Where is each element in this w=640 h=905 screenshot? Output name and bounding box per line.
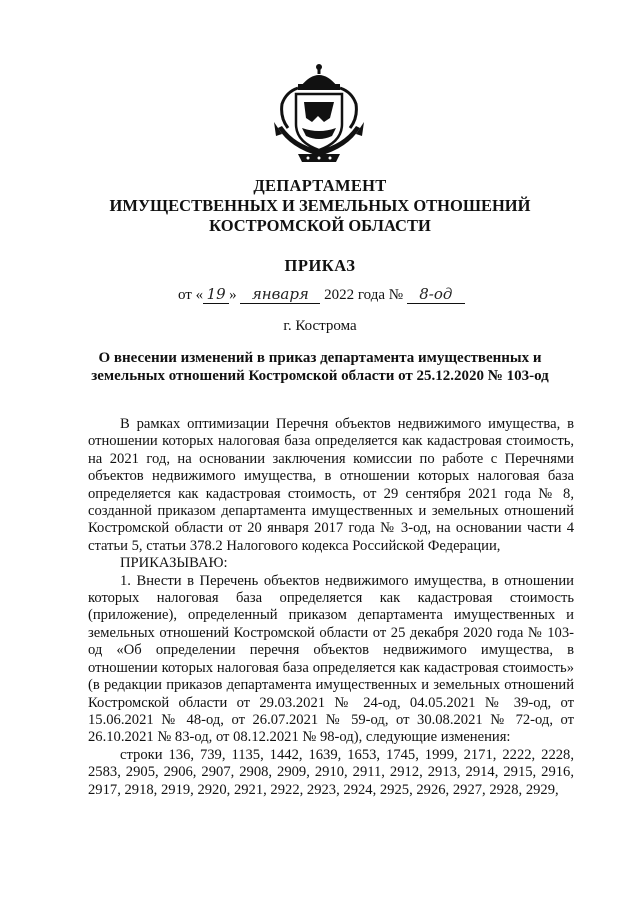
order-month-handwritten: января — [240, 286, 320, 304]
order-year-text: 2022 года № — [324, 287, 404, 303]
subject-line-1: О внесении изменений в приказ департамента имущественных и — [98, 350, 542, 366]
order-number-handwritten: 8-од — [407, 286, 465, 304]
rows-list-paragraph: строки 136, 739, 1135, 1442, 1639, 1653, 1745, 1999, 2171, 2222, 2228, 2583, 2905, 2906, 2907, 2908, 2909, 2910, 2911, 2912, 2913, 2914, 2915, 2916, 2917, 2918, 2919, 2920, 2921, 2922, 2923, 2924, 2925, 2926, 2927, 2928, 2929, — [88, 746, 574, 798]
order-date-line — [178, 286, 465, 304]
order-body — [88, 416, 574, 799]
department-subtitle: ИМУЩЕСТВЕННЫХ И ЗЕМЕЛЬНЫХ ОТНОШЕНИЙ — [109, 196, 531, 215]
department-title: ДЕПАРТАМЕНТ — [253, 176, 387, 195]
date-prefix: от « — [178, 287, 204, 303]
preamble-paragraph: В рамках оптимизации Перечня объектов недвижимого имущества, в отношении которых налоговая база определяется как кадастровая стоимость, на 2021 год, на основании заключения комиссии по работе с Перечнями объектов недвижимого имущества, в отношении которых налоговая база определяется как кадастровая стоимость, от 29 сентября 2021 года № 8, созданной приказом департамента имущественных и земельных отношений Костромской области от 20 января 2017 года № 3-од, на основании части 4 статьи 5, статьи 378.2 Налогового кодекса Российской Федерации, — [88, 416, 574, 554]
subject-line-2: земельных отношений Костромской области от 25.12.2020 № 103-од — [91, 368, 549, 384]
order-day-handwritten: 19 — [203, 286, 229, 304]
order-directive: ПРИКАЗЫВАЮ: — [120, 555, 228, 572]
order-subject — [60, 349, 580, 385]
kostroma-coat-of-arms-emblem — [268, 62, 370, 166]
order-city: г. Кострома — [283, 318, 357, 334]
department-region: КОСТРОМСКОЙ ОБЛАСТИ — [209, 216, 431, 235]
order-title: ПРИКАЗ — [284, 256, 356, 275]
date-day-suffix: » — [229, 287, 237, 303]
clause-1-paragraph: 1. Внести в Перечень объектов недвижимого имущества, в отношении которых налоговая база определяется как кадастровая стоимость (приложение), определенный приказом департамента имущественных и земельных отношений Костромской области от 25 декабря 2020 года № 103-од «Об определении перечня объектов недвижимого имущества, в отношении которых налоговая база определяется как кадастровая стоимость» (в редакции приказов департамента имущественных и земельных отношений Костромской области от 29.03.2021 № 24-од, 04.05.2021 № 39-од, от 15.06.2021 № 48-од, от 26.07.2021 № 59-од, от 30.08.2021 № 72-од, от 26.10.2021 № 83-од, от 08.12.2021 № 98-од), следующие изменения: — [88, 572, 574, 746]
